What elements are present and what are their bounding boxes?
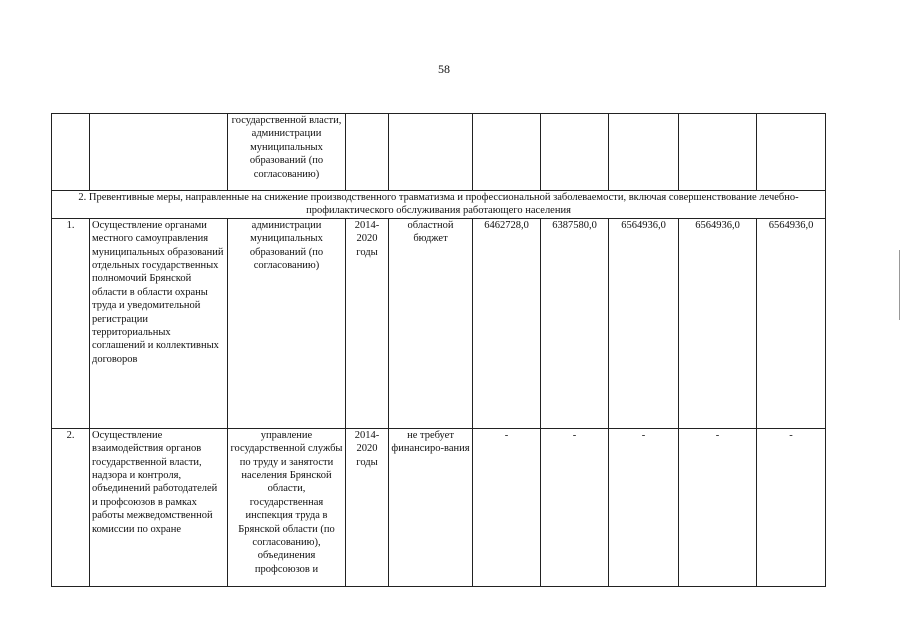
amount-cell: 6564936,0: [609, 218, 679, 428]
cell-term: [346, 114, 389, 191]
cell-amount: [541, 114, 609, 191]
executor-text: управление государственной службы по труду и занятости населения Брянской области, государственная инспекция труда в Брянской области (по согласованию), объединения профсоюзов и: [228, 428, 346, 586]
amount-cell: 6462728,0: [473, 218, 541, 428]
row-number: 2.: [52, 428, 90, 586]
continued-row: [52, 114, 826, 191]
amount-cell: -: [609, 428, 679, 586]
amount-cell: -: [679, 428, 757, 586]
cell-amount: [679, 114, 757, 191]
amount-cell: -: [473, 428, 541, 586]
cell-amount: [757, 114, 826, 191]
term-text: 2014-2020 годы: [346, 218, 389, 428]
table-row: [52, 218, 826, 428]
cell-source: [389, 114, 473, 191]
cell-measure: [90, 114, 228, 191]
page-number: 58: [438, 62, 450, 76]
funding-source: не требует финансиро-вания: [389, 428, 473, 586]
scan-margin-line: [899, 250, 900, 320]
amount-cell: 6564936,0: [757, 218, 826, 428]
section-heading-row: [52, 191, 826, 219]
amount-cell: -: [757, 428, 826, 586]
cell-num: [52, 114, 90, 191]
table-row: [52, 428, 826, 586]
program-table: [51, 113, 826, 587]
measure-text: Осуществление органами местного самоуправления муниципальных образований отдельных государственных полномочий Брянской области в области охраны труда и уведомительной регистрации территориальных соглашений и коллективных договоров: [90, 218, 228, 428]
executor-text: администрации муниципальных образований (по согласованию): [228, 218, 346, 428]
amount-cell: 6564936,0: [679, 218, 757, 428]
row-number: 1.: [52, 218, 90, 428]
measure-text: Осуществление взаимодействия органов государственной власти, надзора и контроля, объединений работодателей и профсоюзов в рамках работы межведомственной комиссии по охране: [90, 428, 228, 586]
amount-cell: -: [541, 428, 609, 586]
term-text: 2014-2020 годы: [346, 428, 389, 586]
amount-cell: 6387580,0: [541, 218, 609, 428]
section-heading: 2. Превентивные меры, направленные на снижение производственного травматизма и профессиональной заболеваемости, включая совершенствование лечебно-профилактического обслуживания работающего населения: [52, 191, 826, 219]
cell-executor: государственной власти, администрации муниципальных образований (по согласованию): [228, 114, 346, 191]
cell-amount: [609, 114, 679, 191]
funding-source: областной бюджет: [389, 218, 473, 428]
cell-amount: [473, 114, 541, 191]
